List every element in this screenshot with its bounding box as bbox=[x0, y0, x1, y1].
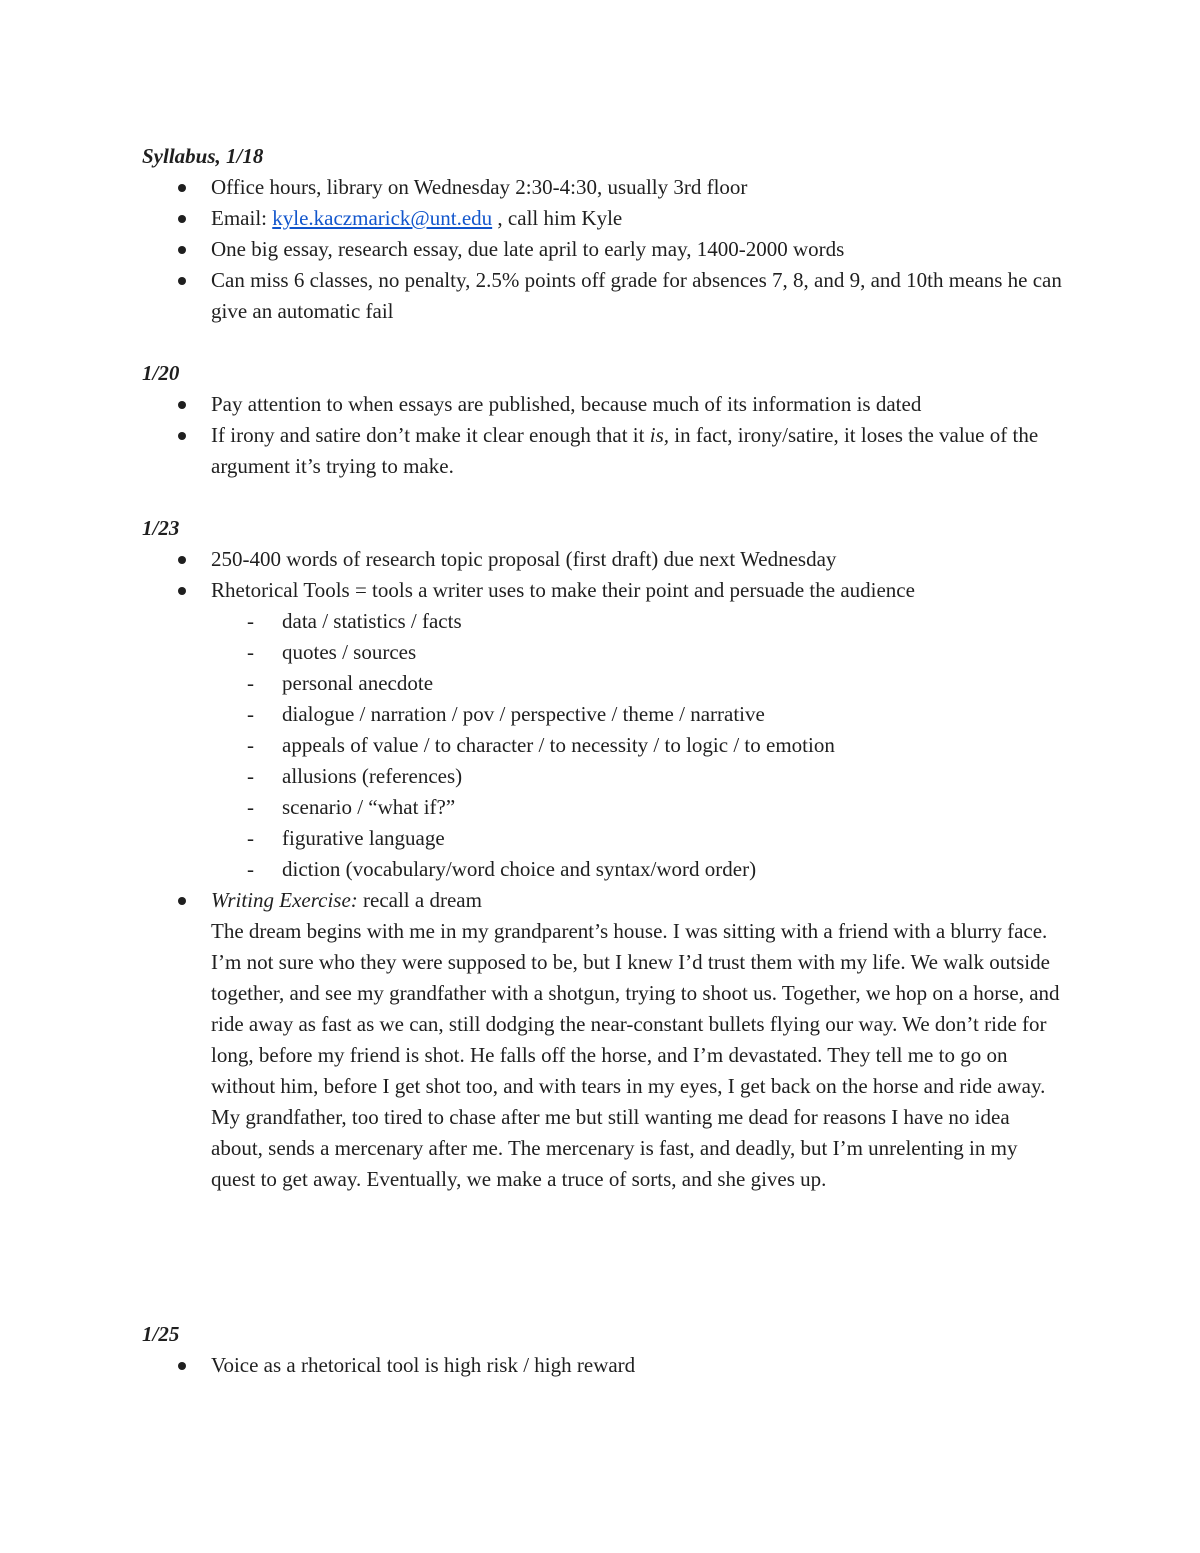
tool-item bbox=[211, 792, 1062, 823]
list-item bbox=[0, 885, 1200, 1195]
spacer bbox=[0, 482, 1200, 513]
section-heading-jan20: 1/20 bbox=[142, 361, 180, 385]
essay-text: One big essay, research essay, due late april to early may, 1400-2000 words bbox=[211, 237, 845, 261]
bullet-icon bbox=[178, 277, 186, 285]
spacer bbox=[0, 1195, 1200, 1319]
tool-item bbox=[211, 606, 1062, 637]
syllabus-bullet-list bbox=[0, 172, 1200, 327]
irony-text-italic: is, bbox=[649, 423, 669, 447]
jan23-bullet-list bbox=[0, 544, 1200, 1195]
bullet-icon bbox=[178, 897, 186, 905]
tool-item-label: figurative language bbox=[282, 826, 445, 850]
tool-item-label: data / statistics / facts bbox=[282, 609, 462, 633]
office-hours-text: Office hours, library on Wednesday 2:30-4:30, usually 3rd floor bbox=[211, 175, 748, 199]
dash-icon: - bbox=[247, 671, 254, 695]
tool-item-label: diction (vocabulary/word choice and syntax/word order) bbox=[282, 857, 757, 881]
tool-item-label: personal anecdote bbox=[282, 671, 434, 695]
list-item bbox=[0, 1350, 1200, 1381]
tool-item-label: allusions (references) bbox=[282, 764, 463, 788]
bullet-icon bbox=[178, 246, 186, 254]
section-heading-jan23: 1/23 bbox=[142, 516, 180, 540]
dash-icon: - bbox=[247, 609, 254, 633]
tool-item bbox=[211, 699, 1062, 730]
tool-item-label: quotes / sources bbox=[282, 640, 417, 664]
list-item bbox=[0, 265, 1200, 327]
spacer bbox=[0, 327, 1200, 358]
writing-exercise-label: Writing Exercise: bbox=[211, 888, 358, 912]
section-heading-syllabus: Syllabus, 1/18 bbox=[142, 144, 264, 168]
dash-icon: - bbox=[247, 640, 254, 664]
tool-item bbox=[211, 823, 1062, 854]
irony-text-part2: in fact, irony/satire, it loses the value of the argument it’s trying to make. bbox=[211, 423, 1039, 478]
list-item bbox=[0, 172, 1200, 203]
bullet-icon bbox=[178, 556, 186, 564]
proposal-text: 250-400 words of research topic proposal (first draft) due next Wednesday bbox=[211, 547, 837, 571]
email-label: Email: bbox=[211, 206, 273, 230]
bullet-icon bbox=[178, 215, 186, 223]
tool-item bbox=[211, 761, 1062, 792]
bullet-icon bbox=[178, 184, 186, 192]
dash-icon: - bbox=[247, 702, 254, 726]
list-item bbox=[0, 234, 1200, 265]
tool-item-label: scenario / “what if?” bbox=[282, 795, 456, 819]
tool-item bbox=[211, 854, 1062, 885]
absences-text: Can miss 6 classes, no penalty, 2.5% points off grade for absences 7, 8, and 9, and 10th means he can give an automatic fail bbox=[211, 268, 1062, 323]
section-heading-jan25: 1/25 bbox=[142, 1322, 180, 1346]
bullet-icon bbox=[178, 432, 186, 440]
jan20-bullet-list bbox=[0, 389, 1200, 482]
dash-icon: - bbox=[247, 795, 254, 819]
tool-item bbox=[211, 668, 1062, 699]
list-item bbox=[0, 544, 1200, 575]
tool-item bbox=[211, 730, 1062, 761]
irony-text-part1: If irony and satire don’t make it clear enough that it bbox=[211, 423, 650, 447]
rhetorical-tools-text: Rhetorical Tools = tools a writer uses to make their point and persuade the audience bbox=[211, 578, 915, 602]
tool-item-label: dialogue / narration / pov / perspective / theme / narrative bbox=[282, 702, 765, 726]
document-body bbox=[0, 141, 1200, 1381]
list-item bbox=[0, 420, 1200, 482]
tool-item bbox=[211, 637, 1062, 668]
list-item bbox=[0, 203, 1200, 234]
email-link[interactable]: kyle.kaczmarick@unt.edu bbox=[272, 206, 493, 230]
dash-icon: - bbox=[247, 826, 254, 850]
bullet-icon bbox=[178, 587, 186, 595]
rhetorical-tools-list bbox=[211, 606, 1062, 885]
dash-icon: - bbox=[247, 733, 254, 757]
bullet-icon bbox=[178, 1362, 186, 1370]
publication-date-text: Pay attention to when essays are published, because much of its information is dated bbox=[211, 392, 922, 416]
writing-exercise-prompt: recall a dream bbox=[357, 888, 482, 912]
tool-item-label: appeals of value / to character / to necessity / to logic / to emotion bbox=[282, 733, 835, 757]
dash-icon: - bbox=[247, 764, 254, 788]
jan25-bullet-list bbox=[0, 1350, 1200, 1381]
list-item bbox=[0, 389, 1200, 420]
dash-icon: - bbox=[247, 857, 254, 881]
bullet-icon bbox=[178, 401, 186, 409]
email-suffix: , call him Kyle bbox=[492, 206, 623, 230]
list-item bbox=[0, 575, 1200, 885]
voice-text: Voice as a rhetorical tool is high risk / high reward bbox=[211, 1353, 636, 1377]
dream-paragraph: The dream begins with me in my grandparent’s house. I was sitting with a friend with a blurry face. I’m not sure who they were supposed to be, but I knew I’d trust them with my life. We walk outside together, and see my grandfather with a shotgun, trying to shoot us. Together, we hop on a horse, and ride away as fast as we can, still dodging the near-constant bullets flying our way. We don’t ride for long, before my friend is shot. He falls off the horse, and I’m devastated. They tell me to go on without him, before I get shot too, and with tears in my eyes, I get back on the horse and ride away. My grandfather, too tired to chase after me but still wanting me dead for reasons I have no idea about, sends a mercenary after me. The mercenary is fast, and deadly, but I’m unrelenting in my quest to get away. Eventually, we make a truce of sorts, and she gives up. bbox=[211, 919, 1060, 1191]
